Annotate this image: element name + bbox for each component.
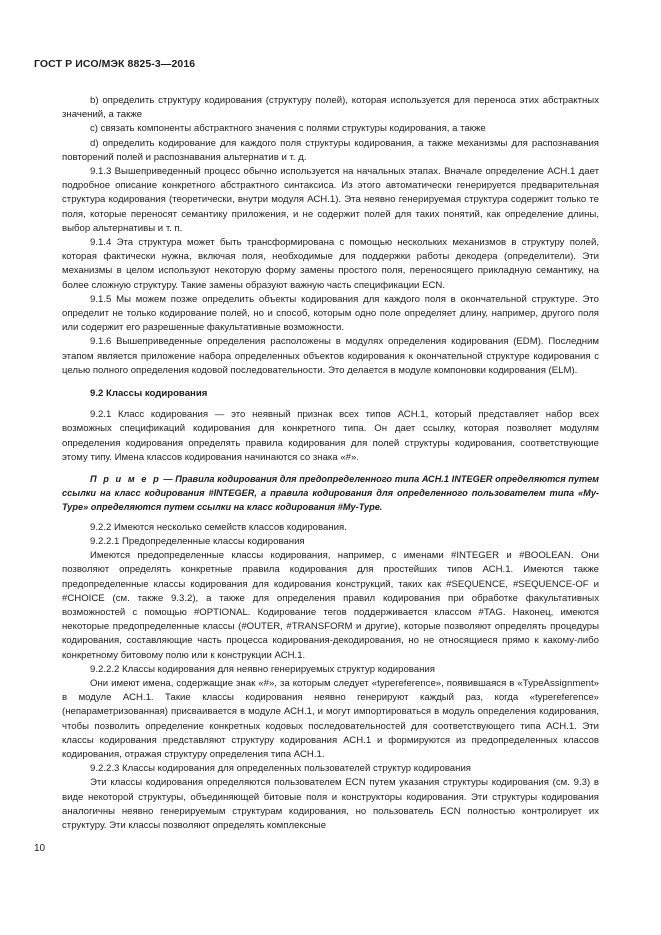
- paragraph: 9.1.5 Мы можем позже определить объекты кодирования для каждого поля в окончательной структуре. Это определит не только кодирование полей, но и способ, которым одно поле определяет длину, например, другого поля или содержит его разрешенные факультативные возможности.: [62, 293, 599, 334]
- paragraph: 9.1.3 Вышеприведенный процесс обычно используется на начальных этапах. Вначале определение АСН.1 дает подробное описание конкретного абстрактного синтаксиса. Из этого автоматически генерируется предварительная структура кодирования (теоретически, внутри модуля АСН.1). Эта неявно генерируемая структура содержит только те поля, которые переносят семантику приложения, и не содержит полей для таких понятий, как определение длины, выбор альтернативы и т. п.: [62, 166, 599, 234]
- paragraph: 9.2.1 Класс кодирования — это неявный признак всех типов АСН.1, который представляет набор всех возможных спецификаций кодирования для конкретного типа. Он дает ссылку, которая позволяет модулям определения кодирования определять правила кодирования для полей структуры кодирования, соответствующие этому типу. Имена классов кодирования начинаются со знака «#».: [62, 409, 599, 463]
- paragraph: 9.2.2 Имеются несколько семейств классов кодирования.: [90, 521, 347, 533]
- paragraph: Эти классы кодирования определяются пользователем ECN путем указания структуры кодирования (см. 9.3) в виде некоторой структуры, объединяющей битовые поля и конструкторы кодирования. Эти структуры кодирования аналогичны неявно генерируемым структурам кодирования, но пользователь ECN полностью контролирует их структуру. Эти классы позволяют определять комплексные: [62, 777, 599, 831]
- document-header: ГОСТ Р ИСО/МЭК 8825-3—2016: [34, 58, 196, 70]
- example-text: — Правила кодирования для предопределенного типа АСН.1 INTEGER определяются путем ссылки на класс кодирования #INTEGER, а правила кодирования для определенного пользователем типа «My-Type» определяются путем ссылки на класс кодирования #My-Type.: [62, 474, 599, 513]
- example-note: [62, 472, 599, 515]
- paragraph: 9.1.6 Вышеприведенные определения расположены в модулях определения кодирования (EDM). Последним этапом является приложение набора определенных объектов кодирования к окончательной структуре кодирования с целью полного определения кодовой последовательности. Это делается в модуле компоновки кодирования (ELM).: [62, 336, 599, 376]
- paragraph: c) связать компоненты абстрактного значения с полями структуры кодирования, а также: [90, 123, 486, 135]
- paragraph: Имеются предопределенные классы кодирования, например, с именами #INTEGER и #BOOLEAN. Они позволяют определять конкретные правила кодирования для простейших типов АСН.1. Имеются также предопределенные классы кодирования для кодирования конструкций, таких как #SEQUENCE, #SEQUENCE-OF и #CHOICE (см. также 9.3.2), а также для определения правил кодирования при обработке факультативных возможностей с помощью #OPTIONAL. Кодирование тегов поддерживается классом #TAG. Наконец, имеются некоторые предопределенные классы (#OUTER, #TRANSFORM и другие), которые позволяют определять процедуры кодирования, составляющие часть процесса кодирования-декодирования, но не относящиеся прямо к какому-либо конкретному битовому полю или к конструкции АСН.1.: [62, 550, 599, 661]
- subsection-heading: 9.2.2.2 Классы кодирования для неявно генерируемых структур кодирования: [90, 663, 435, 675]
- page-number: 10: [34, 843, 46, 854]
- example-label: П р и м е р: [90, 474, 161, 485]
- section-heading: 9.2 Классы кодирования: [90, 388, 208, 400]
- paragraph: d) определить кодирование для каждого поля структуры кодирования, а также механизмы для распознавания повторений полей и распознавания альтернатив и т. д.: [62, 137, 599, 163]
- paragraph: b) определить структуру кодирования (структуру полей), которая используется для переноса этих абстрактных значений, а также: [62, 95, 599, 121]
- subsection-heading: 9.2.2.1 Предопределенные классы кодирования: [90, 535, 305, 547]
- document-body: [62, 94, 599, 833]
- paragraph: 9.1.4 Эта структура может быть трансформирована с помощью нескольких механизмов в структуру полей, которая фактически нужна, включая поля, необходимые для поддержки работы декодера (определители). Эти механизмы в целом используют некоторую форму замены простого поля, переносящего прикладную семантику, на более сложную структуру. Такие замены образуют важную часть спецификации ECN.: [62, 237, 599, 291]
- subsection-heading: 9.2.2.3 Классы кодирования для определенных пользователей структур кодирования: [90, 763, 471, 775]
- paragraph: Они имеют имена, содержащие знак «#», за которым следует «typereference», появившаяся в «TypeAssignment» в модуле АСН.1. Такие классы кодирования неявно генерируют каждый раз, когда «typereference» (непараметризованная) присваивается в модуле АСН.1, и могут импортироваться в модуль определения кодирования, чтобы позволить определение конкретных кодовых последовательностей для соответствующего типа АСН.1. Эти классы кодирования представляют структуру кодирования АСН.1 и формируются из предопределенных классов кодирования, отражая структуру определения типа АСН.1.: [62, 677, 599, 760]
